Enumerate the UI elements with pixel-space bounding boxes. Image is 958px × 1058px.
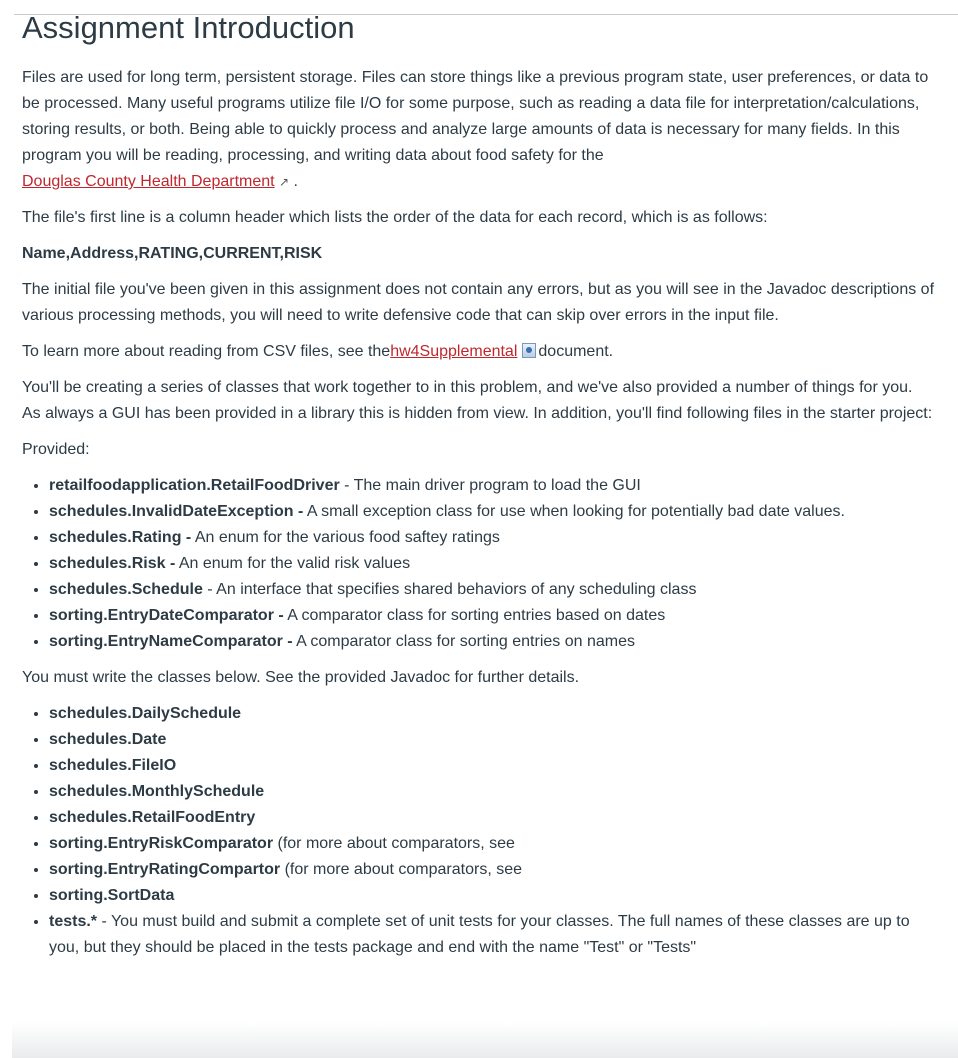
class-description: A comparator class for sorting entries based on dates	[283, 607, 666, 624]
class-name: schedules.FileIO	[49, 757, 177, 774]
document-icon[interactable]	[522, 343, 536, 358]
health-department-link[interactable]: Douglas County Health Department	[22, 173, 275, 190]
class-description: A small exception class for use when looking for potentially bad date values.	[303, 503, 845, 520]
class-name: schedules.Risk -	[49, 555, 176, 572]
list-item	[49, 577, 934, 603]
list-item	[49, 857, 934, 883]
class-name: sorting.EntryRatingCompartor	[49, 861, 281, 878]
class-description: (for more about comparators, see	[273, 835, 515, 852]
class-description: (for more about comparators, see	[280, 861, 523, 878]
class-name: schedules.Rating -	[49, 529, 192, 546]
list-item	[49, 909, 934, 961]
class-description: A comparator class for sorting entries on names	[292, 633, 635, 650]
class-name: retailfoodapplication.RetailFoodDriver	[49, 477, 340, 494]
intro-text: Files are used for long term, persistent storage. Files can store things like a previous program state, user preferences, or data to be processed. Many useful programs utilize file I/O for some purpose, such as reading a data file for interpretation/calculations, storing results, or both. Being able to quickly process and analyze large amounts of data is necessary for many fields. In this program you will be reading, processing, and writing data about food safety for the	[22, 69, 929, 164]
write-label: You must write the classes below. See the provided Javadoc for further details.	[22, 669, 580, 686]
list-item	[49, 701, 934, 727]
bottom-fade	[12, 1022, 958, 1058]
class-name: sorting.EntryNameComparator -	[49, 633, 293, 650]
class-description: An enum for the various food saftey ratings	[191, 529, 500, 546]
provided-list	[22, 473, 934, 655]
class-name: sorting.EntryRiskComparator	[49, 835, 274, 852]
list-item	[49, 473, 934, 499]
list-item	[49, 525, 934, 551]
intro-paragraph: Files are used for long term, persistent storage. Files can store things like a previous program state, user preferences, or data to be processed. Many useful programs utilize file I/O for some purpose, such as reading a data file for interpretation/calculations, storing results, or both. Being able to quickly process and analyze large amounts of data is necessary for many fields. In this program you will be reading, processing, and writing data about food safety for the Douglas County Health Department ↗ .	[22, 69, 929, 190]
list-item	[49, 727, 934, 753]
hw4-supplemental-link[interactable]: hw4Supplemental	[390, 343, 518, 360]
class-description: - You must build and submit a complete set of unit tests for your classes. The full names of these classes are up to you, but they should be placed in the tests package and end with the name "Test" or "Tests"	[49, 913, 910, 956]
column-header-line: Name,Address,RATING,CURRENT,RISK	[22, 245, 323, 262]
list-item	[49, 603, 934, 629]
list-item	[49, 629, 934, 655]
class-name: schedules.MonthlySchedule	[49, 783, 265, 800]
provided-label: Provided:	[22, 441, 90, 458]
class-name: schedules.RetailFoodEntry	[49, 809, 256, 826]
list-item	[49, 805, 934, 831]
class-name: schedules.Date	[49, 731, 167, 748]
class-description: An enum for the valid risk values	[175, 555, 411, 572]
class-name: sorting.SortData	[49, 887, 175, 904]
classes-paragraph: You'll be creating a series of classes that work together to in this problem, and we've also provided a number of things for you. As always a GUI has been provided in a library this is hidden from view. In addition, you'll find following files in the starter project:	[22, 379, 933, 422]
class-name: tests.*	[49, 913, 98, 930]
assignment-content	[22, 8, 934, 971]
header-description: The file's first line is a column header which lists the order of the data for each record, which is as follows:	[22, 209, 768, 226]
class-description: - An interface that specifies shared behaviors of any scheduling class	[202, 581, 697, 598]
list-item	[49, 779, 934, 805]
list-item	[49, 499, 934, 525]
list-item	[49, 753, 934, 779]
errors-paragraph: The initial file you've been given in this assignment does not contain any errors, but as you will see in the Javadoc descriptions of various processing methods, you will need to write defensive code that can skip over errors in the input file.	[22, 281, 935, 324]
list-item	[49, 831, 934, 857]
external-link-icon[interactable]: ↗	[279, 175, 290, 189]
write-list	[22, 701, 934, 961]
list-item	[49, 551, 934, 577]
csv-paragraph: To learn more about reading from CSV files, see thehw4Supplemental document.	[22, 343, 614, 360]
class-name: schedules.InvalidDateException -	[49, 503, 304, 520]
class-name: sorting.EntryDateComparator -	[49, 607, 284, 624]
class-name: schedules.Schedule	[49, 581, 203, 598]
list-item	[49, 883, 934, 909]
class-name: schedules.DailySchedule	[49, 705, 242, 722]
class-description: - The main driver program to load the GUI	[339, 477, 641, 494]
page-title: Assignment Introduction	[22, 10, 355, 45]
